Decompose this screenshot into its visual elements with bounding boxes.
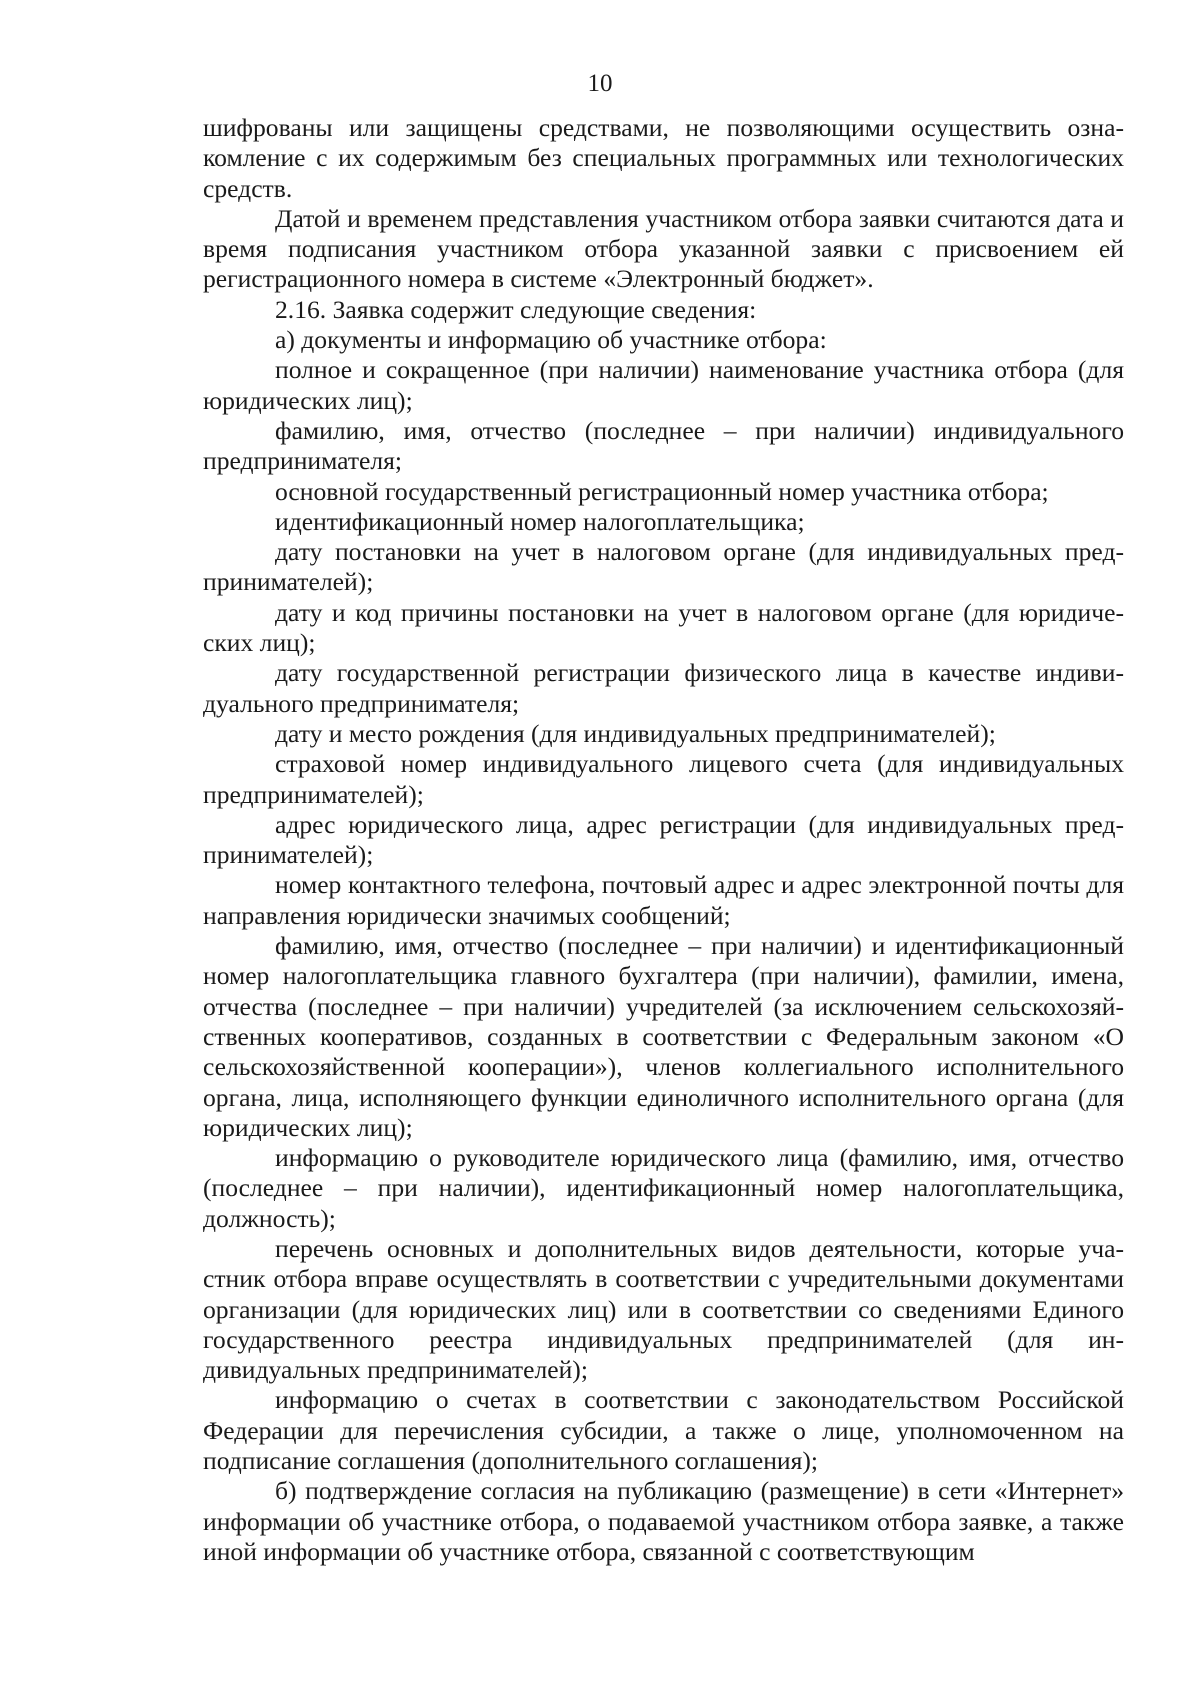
paragraph: а) документы и информацию об участнике отбора: xyxy=(275,325,827,355)
paragraph: фамилию, имя, отчество (последнее – при наличии) индивидуального предпринимателя; xyxy=(203,415,1124,476)
paragraph: идентификационный номер налогоплательщика; xyxy=(275,506,805,536)
document-body xyxy=(203,113,1124,1567)
paragraph: б) подтверждение согласия на публикацию (размещение) в сети «Интернет» информации об участнике отбора, о подаваемой участником отбора заявке, а также иной информации об участнике отбора, связанной с соответствующим xyxy=(203,1476,1124,1566)
paragraph: страховой номер индивидуального лицевого счета (для индивидуальных предпринимателей); xyxy=(203,749,1124,809)
paragraph: полное и сокращенное (при наличии) наименование участника отбора (для юридических лиц); xyxy=(203,355,1124,415)
page-number: 10 xyxy=(587,70,613,97)
paragraph: дату и код причины постановки на учет в налоговом органе (для юридических лиц); xyxy=(203,597,1124,658)
paragraph: основной государственный регистрационный номер участника отбора; xyxy=(275,476,1049,506)
paragraph: 2.16. Заявка содержит следующие сведения: xyxy=(275,294,757,324)
paragraph: номер контактного телефона, почтовый адрес и адрес электронной почты для направления юридически значимых сообщений; xyxy=(203,870,1124,930)
paragraph: перечень основных и дополнительных видов деятельности, которые участник отбора вправе осуществлять в соответствии с учредительными документами организации (для юридических лиц) или в соответствии со сведениями Единого государственного реестра индивидуальных предпринимателей (для индивидуальных предпринимателей); xyxy=(203,1233,1124,1385)
paragraph: шифрованы или защищены средствами, не позволяющими осуществить ознакомление с их содержимым без специальных программных или технологических средств. xyxy=(203,113,1124,203)
paragraph: дату и место рождения (для индивидуальных предпринимателей); xyxy=(275,718,996,748)
paragraph: дату государственной регистрации физического лица в качестве индивидуального предпринимателя; xyxy=(203,658,1124,718)
paragraph: информацию о руководителе юридического лица (фамилию, имя, отчество (последнее – при наличии), идентификационный номер налогоплательщика, должность); xyxy=(203,1143,1124,1233)
paragraph: адрес юридического лица, адрес регистрации (для индивидуальных предпринимателей); xyxy=(203,809,1124,870)
paragraph: Датой и временем представления участником отбора заявки считаются дата и время подписания участником отбора указанной заявки с присвоением ей регистрационного номера в системе «Электронный бюджет». xyxy=(203,203,1124,294)
paragraph: дату постановки на учет в налоговом органе (для индивидуальных предпринимателей); xyxy=(203,537,1124,597)
paragraph: фамилию, имя, отчество (последнее – при наличии) и идентификационный номер налогоплательщика главного бухгалтера (при наличии), фамилии, имена, отчества (последнее – при наличии) учредителей (за исключением сельскохозяйственных кооперативов, созданных в соответствии с Федеральным законом «О сельскохозяйственной кооперации»), членов коллегиального исполнительного органа, лица, исполняющего функции единоличного исполнительного органа (для юридических лиц); xyxy=(203,931,1124,1142)
paragraph: информацию о счетах в соответствии с законодательством Российской Федерации для перечисления субсидии, а также о лице, уполномоченном на подписание соглашения (дополнительного соглашения); xyxy=(203,1385,1124,1476)
